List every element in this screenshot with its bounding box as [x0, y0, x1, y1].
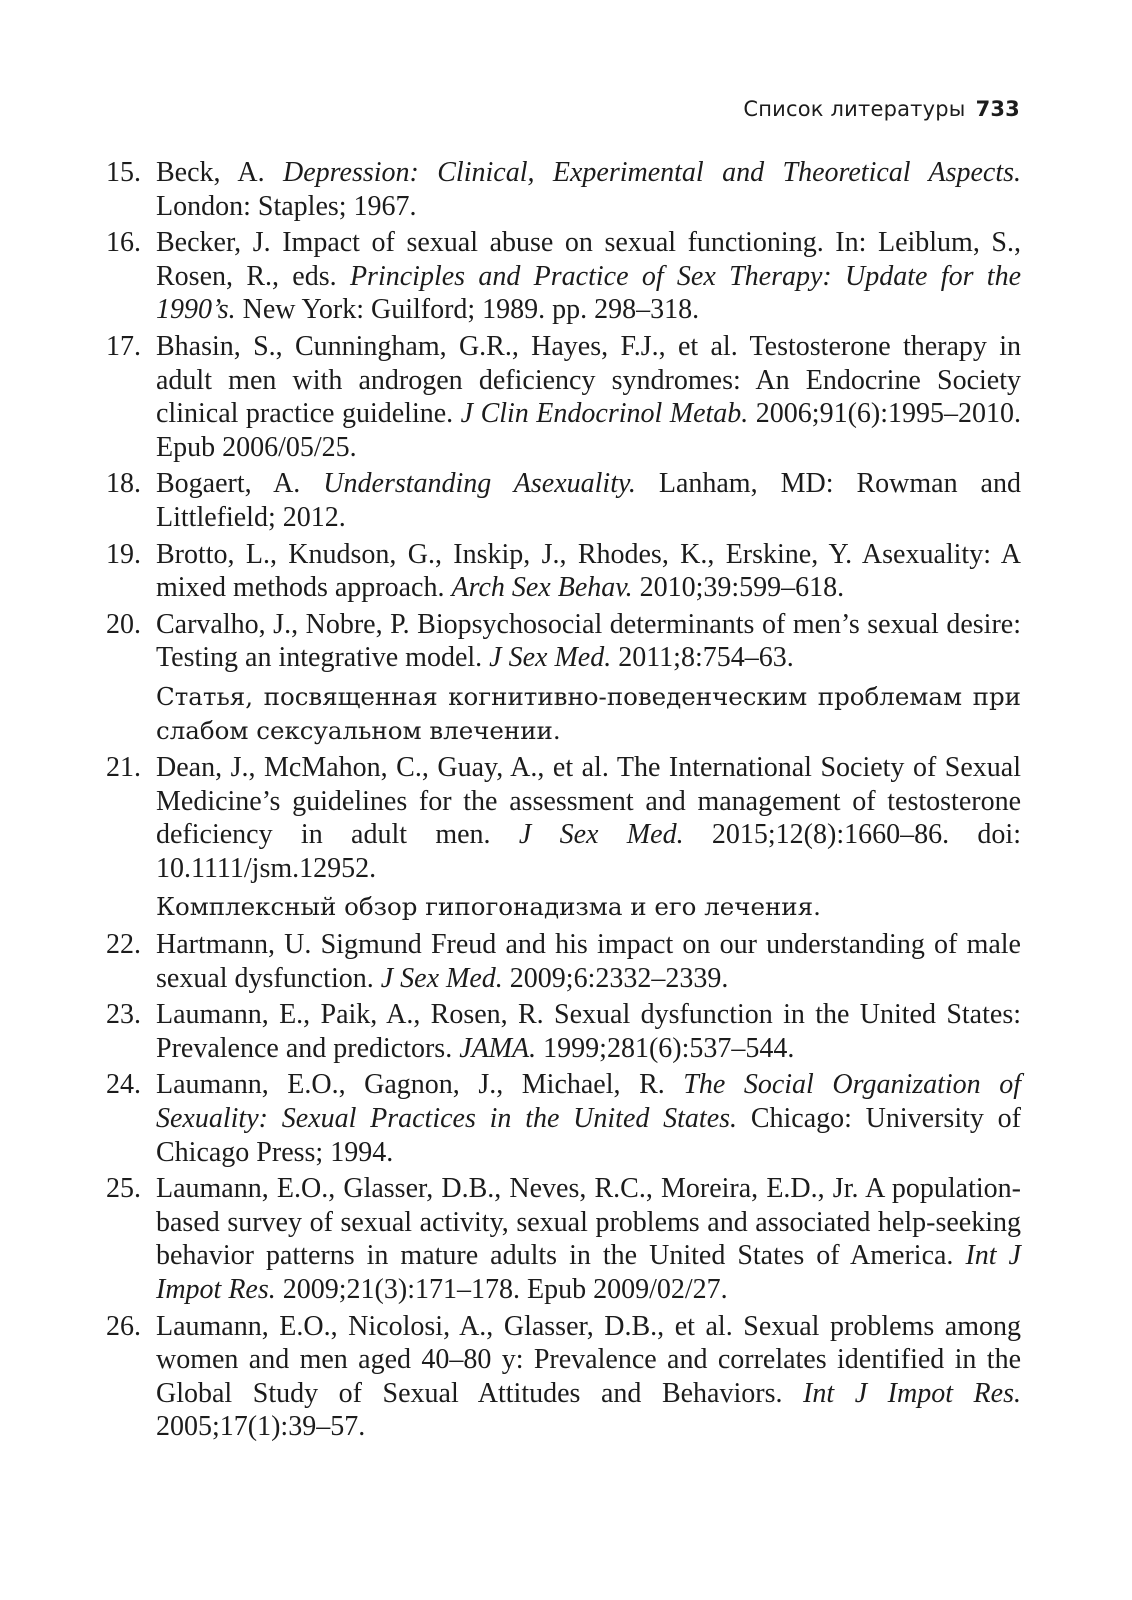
reference-authors-title: Hartmann, U. Sigmund Freud and his impact on our understanding of male sexual dysfunction.	[156, 929, 1021, 994]
reference-item	[106, 538, 1021, 605]
reference-details: 2011;8:754–63.	[611, 642, 794, 674]
reference-item	[106, 330, 1021, 464]
reference-text	[156, 1310, 1021, 1444]
reference-source: Understanding Asexuality.	[323, 468, 636, 500]
reference-details: 2006;91(6):1995–2010. Epub 2006/05/25.	[156, 398, 1021, 463]
reference-text	[156, 330, 1021, 464]
reference-source: Int J Impot Res.	[156, 1240, 1021, 1305]
reference-authors-title: Bhasin, S., Cunningham, G.R., Hayes, F.J., et al. Testosterone therapy in adult men with androgen deficiency syndromes: An Endocrine Society clinical practice guideline.	[156, 330, 1021, 430]
reference-item	[106, 608, 1021, 747]
reference-source: J Sex Med.	[380, 962, 503, 994]
reference-details: 2005;17(1):39–57.	[156, 1411, 366, 1443]
reference-details: New York: Guilford; 1989. pp. 298–318.	[235, 294, 700, 326]
reference-annotation: Комплексный обзор гипогонадизма и его лечения.	[156, 892, 821, 922]
reference-text	[156, 226, 1021, 327]
reference-source: Depression: Clinical, Experimental and Theoretical Aspects.	[283, 157, 1021, 188]
reference-details: 1999;281(6):537–544.	[536, 1032, 795, 1064]
reference-details: Lanham, MD: Rowman and Littlefield; 2012.	[156, 468, 1021, 533]
reference-item	[106, 1310, 1021, 1444]
reference-authors-title: Laumann, E.O., Nicolosi, A., Glasser, D.B., et al. Sexual problems among women and men aged 40–80 y: Prevalence and correlates identified in the Global Study of Sexual Attitudes and Behaviors.	[156, 1310, 1021, 1409]
reference-source: The Social Organization of Sexuality: Sexual Practices in the United States.	[156, 1069, 1022, 1135]
reference-details: 2015;12(8):1660–86. doi: 10.1111/jsm.12952.	[156, 819, 1021, 884]
reference-text	[156, 928, 1021, 995]
reference-number: 16.	[106, 227, 141, 259]
reference-number: 20.	[106, 608, 141, 640]
reference-number: 24.	[106, 1069, 141, 1101]
reference-number: 19.	[106, 538, 141, 570]
reference-text	[156, 998, 1021, 1065]
reference-text	[156, 156, 1021, 223]
reference-item	[106, 467, 1021, 534]
reference-number: 21.	[106, 752, 141, 784]
reference-source: J Sex Med.	[489, 642, 612, 674]
reference-text	[156, 467, 1021, 534]
reference-authors-title: Dean, J., McMahon, C., Guay, A., et al. The International Society of Sexual Medicine’s guidelines for the assessment and management of testosterone deficiency in adult men.	[156, 752, 1021, 851]
reference-item	[106, 928, 1021, 995]
reference-number: 25.	[106, 1173, 141, 1205]
reference-source: JAMA.	[459, 1032, 537, 1064]
reference-authors-title: Laumann, E., Paik, A., Rosen, R. Sexual dysfunction in the United States: Prevalence and predictors.	[156, 999, 1021, 1064]
reference-number: 18.	[106, 468, 141, 500]
reference-item	[106, 751, 1021, 924]
reference-details: 2010;39:599–618.	[632, 572, 845, 604]
reference-authors-title: Laumann, E.O., Gagnon, J., Michael, R.	[156, 1069, 684, 1101]
reference-authors-title: Brotto, L., Knudson, G., Inskip, J., Rhodes, K., Erskine, Y. Asexuality: A mixed methods approach.	[156, 538, 1021, 604]
reference-number: 17.	[106, 330, 141, 362]
reference-details: 2009;21(3):171–178. Epub 2009/02/27.	[275, 1274, 728, 1305]
running-header	[743, 97, 1020, 121]
reference-item	[106, 1172, 1021, 1306]
reference-details: 2009;6:2332–2339.	[502, 962, 729, 994]
reference-source: J Sex Med.	[518, 819, 684, 851]
reference-source: Arch Sex Behav.	[451, 572, 633, 604]
reference-number: 22.	[106, 929, 141, 961]
reference-text	[156, 608, 1021, 675]
reference-authors-title: Beck, A.	[156, 157, 284, 188]
reference-list	[106, 156, 1021, 1447]
reference-text	[156, 538, 1021, 605]
reference-text	[156, 751, 1021, 885]
reference-text	[156, 1172, 1021, 1306]
reference-details: London: Staples; 1967.	[156, 190, 417, 222]
reference-source: J Clin Endocrinol Metab.	[460, 398, 749, 430]
reference-authors-title: Laumann, E.O., Glasser, D.B., Neves, R.C., Moreira, E.D., Jr. A population-based survey of sexual activity, sexual problems and associated help-seeking behavior patterns in mature adults in the United States of America.	[156, 1173, 1021, 1272]
reference-number: 15.	[106, 157, 141, 188]
reference-number: 26.	[106, 1310, 141, 1342]
reference-authors-title: Carvalho, J., Nobre, P. Biopsychosocial determinants of men’s sexual desire: Testing an integrative model.	[156, 608, 1021, 674]
reference-item	[106, 226, 1021, 327]
reference-source: Principles and Practice of Sex Therapy: Update for the 1990’s.	[156, 260, 1022, 326]
reference-text	[156, 1068, 1021, 1169]
reference-item	[106, 998, 1021, 1065]
reference-authors-title: Bogaert, A.	[156, 468, 324, 500]
page-number: 733	[975, 97, 1020, 121]
reference-item	[106, 156, 1021, 223]
reference-item	[106, 1068, 1021, 1169]
reference-number: 23.	[106, 999, 141, 1031]
reference-authors-title: Becker, J. Impact of sexual abuse on sexual functioning. In: Leiblum, S., Rosen, R., eds.	[156, 227, 1021, 292]
reference-details: Chicago: University of Chicago Press; 1994.	[156, 1103, 1021, 1168]
section-title: Список литературы	[743, 97, 966, 121]
reference-source: Int J Impot Res.	[803, 1377, 1021, 1409]
reference-annotation: Статья, посвященная когнитивно-поведенческим проблемам при слабом сексуальном влечении.	[156, 681, 1021, 745]
